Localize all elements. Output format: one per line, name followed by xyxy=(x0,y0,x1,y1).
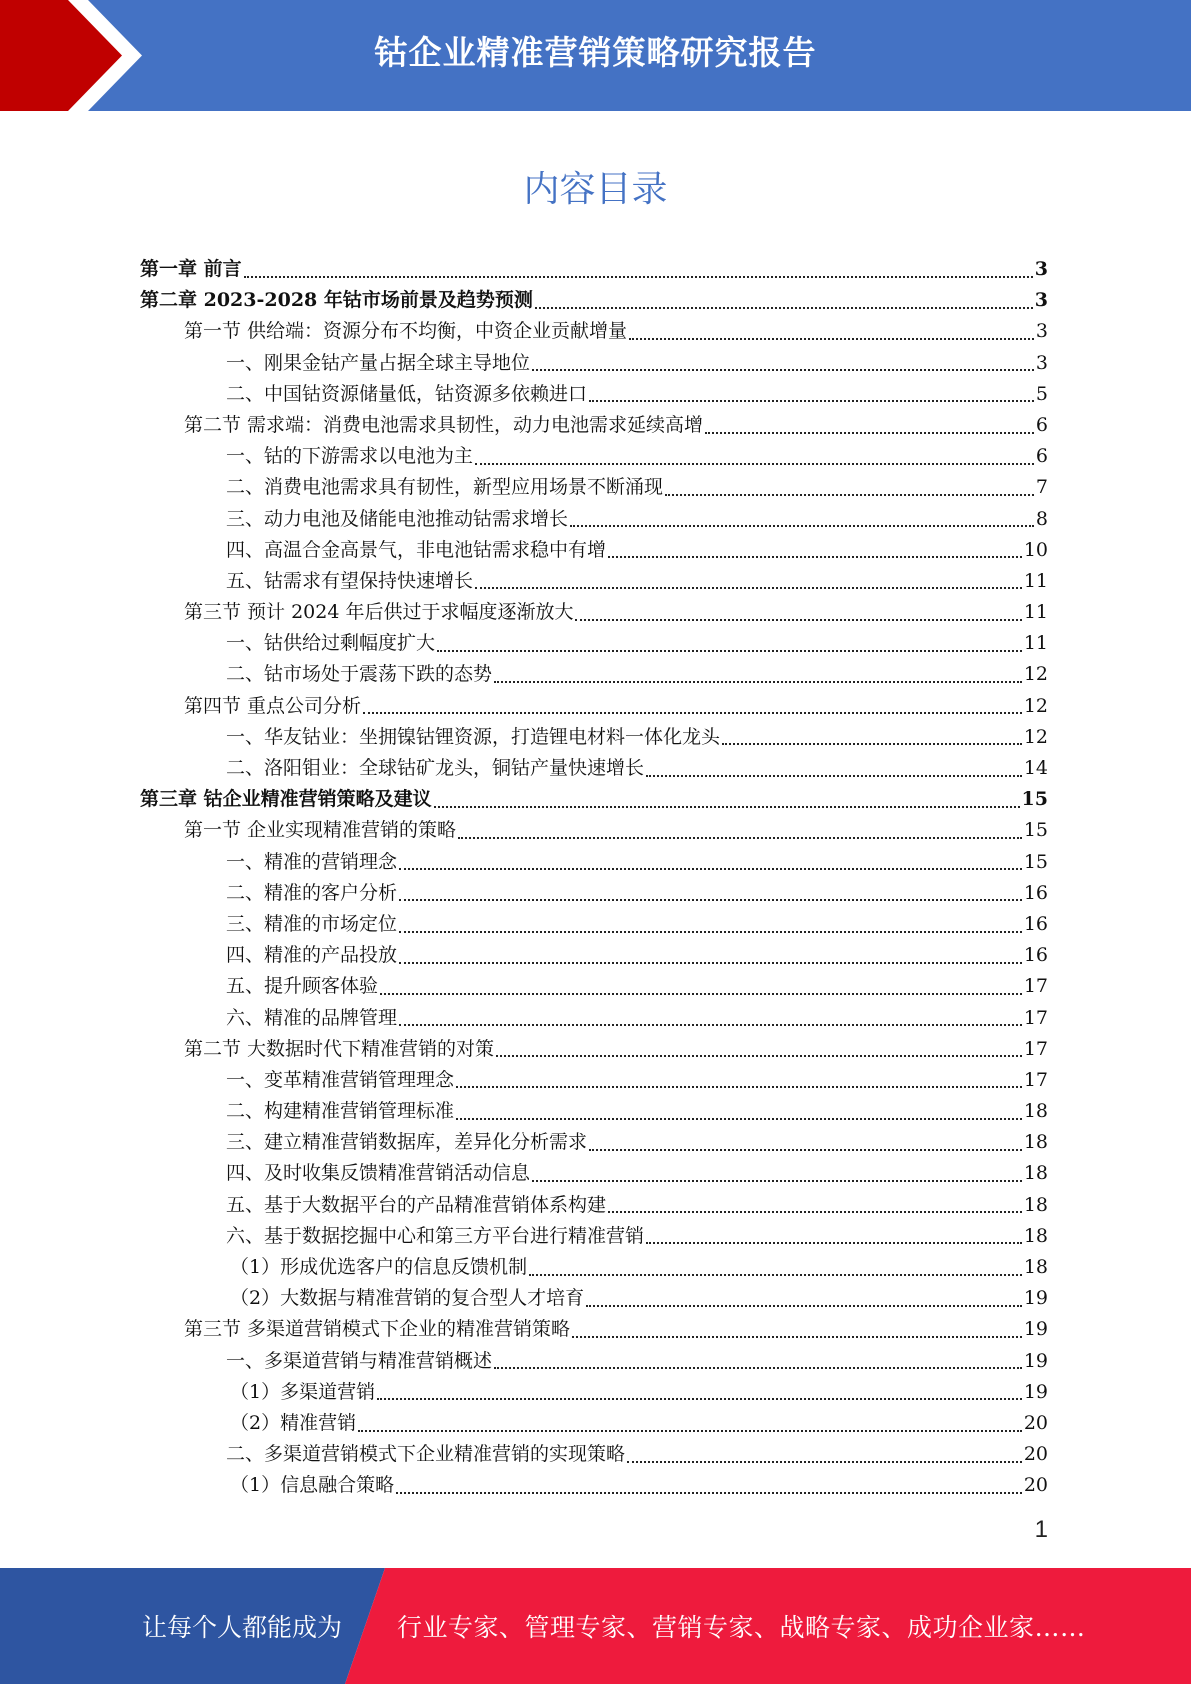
toc-entry[interactable]: 第二章 2023-2028 年钴市场前景及趋势预测 3 xyxy=(140,289,1048,312)
toc-entry[interactable]: 第二节 需求端：消费电池需求具韧性，动力电池需求延续高增 6 xyxy=(184,413,1048,436)
toc-entry[interactable]: 二、构建精准营销管理标准 18 xyxy=(226,1100,1048,1123)
toc-entry[interactable]: 第一节 供给端：资源分布不均衡，中资企业贡献增量 3 xyxy=(184,320,1048,343)
page-number: 1 xyxy=(1034,1516,1048,1543)
toc-entry[interactable]: 一、精准的营销理念 15 xyxy=(226,850,1048,873)
toc-entry[interactable]: 一、刚果金钴产量占据全球主导地位 3 xyxy=(226,351,1048,374)
toc-entry[interactable]: 一、变革精准营销管理理念 17 xyxy=(226,1068,1048,1091)
toc-entry[interactable]: （1）多渠道营销 19 xyxy=(230,1380,1048,1403)
toc-entry[interactable]: （2）精准营销 20 xyxy=(230,1411,1048,1434)
footer-slogan-left: 让每个人都能成为 xyxy=(142,1613,343,1642)
toc-entry[interactable]: 三、精准的市场定位 16 xyxy=(226,912,1048,935)
toc-entry[interactable]: （1）信息融合策略 20 xyxy=(230,1474,1048,1497)
toc-entry[interactable]: 一、多渠道营销与精准营销概述 19 xyxy=(226,1349,1048,1372)
toc-entry[interactable]: 第三节 预计 2024 年后供过于求幅度逐渐放大 11 xyxy=(184,601,1048,624)
toc-entry[interactable]: （1）形成优选客户的信息反馈机制 18 xyxy=(230,1256,1048,1278)
toc-entry[interactable]: 第三章 钴企业精准营销策略及建议 15 xyxy=(140,788,1048,811)
toc-entry[interactable]: 五、基于大数据平台的产品精准营销体系构建 18 xyxy=(226,1193,1048,1216)
report-title: 钴企业精准营销策略研究报告 xyxy=(374,33,817,72)
toc-entry[interactable]: 五、提升顾客体验 17 xyxy=(226,975,1048,998)
toc-entry[interactable]: 一、华友钴业：坐拥镍钴锂资源，打造锂电材料一体化龙头 12 xyxy=(226,725,1048,748)
toc-entry[interactable]: 二、中国钴资源储量低，钴资源多依赖进口 5 xyxy=(226,382,1048,405)
toc-entry[interactable]: 二、消费电池需求具有韧性，新型应用场景不断涌现 7 xyxy=(226,476,1048,499)
toc-entry[interactable]: 二、钴市场处于震荡下跌的态势 12 xyxy=(226,663,1048,686)
toc-entry[interactable]: 二、洛阳钼业：全球钴矿龙头，铜钴产量快速增长 14 xyxy=(226,757,1048,779)
toc-entry[interactable]: 第一节 企业实现精准营销的策略 15 xyxy=(184,819,1048,842)
toc-entry[interactable]: 六、精准的品牌管理 17 xyxy=(226,1006,1048,1029)
toc-entry[interactable]: 一、钴的下游需求以电池为主 6 xyxy=(226,445,1048,468)
toc-entry[interactable]: 五、钴需求有望保持快速增长 11 xyxy=(226,569,1048,592)
footer-slogan-right: 行业专家、管理专家、营销专家、战略专家、成功企业家…… xyxy=(397,1613,1086,1642)
toc-entry[interactable]: 六、基于数据挖掘中心和第三方平台进行精准营销 18 xyxy=(226,1224,1048,1247)
toc-entry[interactable]: 四、高温合金高景气，非电池钴需求稳中有增 10 xyxy=(226,538,1048,561)
toc-entry[interactable]: 三、动力电池及储能电池推动钴需求增长 8 xyxy=(226,507,1048,530)
toc-entry[interactable]: 第四节 重点公司分析 12 xyxy=(184,694,1048,717)
toc-entry[interactable]: 一、钴供给过剩幅度扩大 11 xyxy=(226,632,1048,655)
toc-entry[interactable]: 第二节 大数据时代下精准营销的对策 17 xyxy=(184,1037,1048,1060)
toc-entry[interactable]: 三、建立精准营销数据库，差异化分析需求 18 xyxy=(226,1131,1048,1154)
table-of-contents xyxy=(140,254,1048,1502)
toc-entry[interactable]: 四、及时收集反馈精准营销活动信息 18 xyxy=(226,1162,1048,1185)
toc-entry[interactable]: （2）大数据与精准营销的复合型人才培育 19 xyxy=(230,1287,1048,1310)
header-band xyxy=(0,0,1191,111)
toc-entry[interactable]: 第一章 前言 3 xyxy=(140,258,1048,280)
footer-band xyxy=(0,1568,1191,1684)
toc-title: 内容目录 xyxy=(523,169,668,210)
toc-entry[interactable]: 第三节 多渠道营销模式下企业的精准营销策略 19 xyxy=(184,1318,1048,1341)
toc-entry[interactable]: 二、多渠道营销模式下企业精准营销的实现策略 20 xyxy=(226,1443,1048,1466)
toc-entry[interactable]: 四、精准的产品投放 16 xyxy=(226,944,1048,967)
toc-entry[interactable]: 二、精准的客户分析 16 xyxy=(226,881,1048,904)
